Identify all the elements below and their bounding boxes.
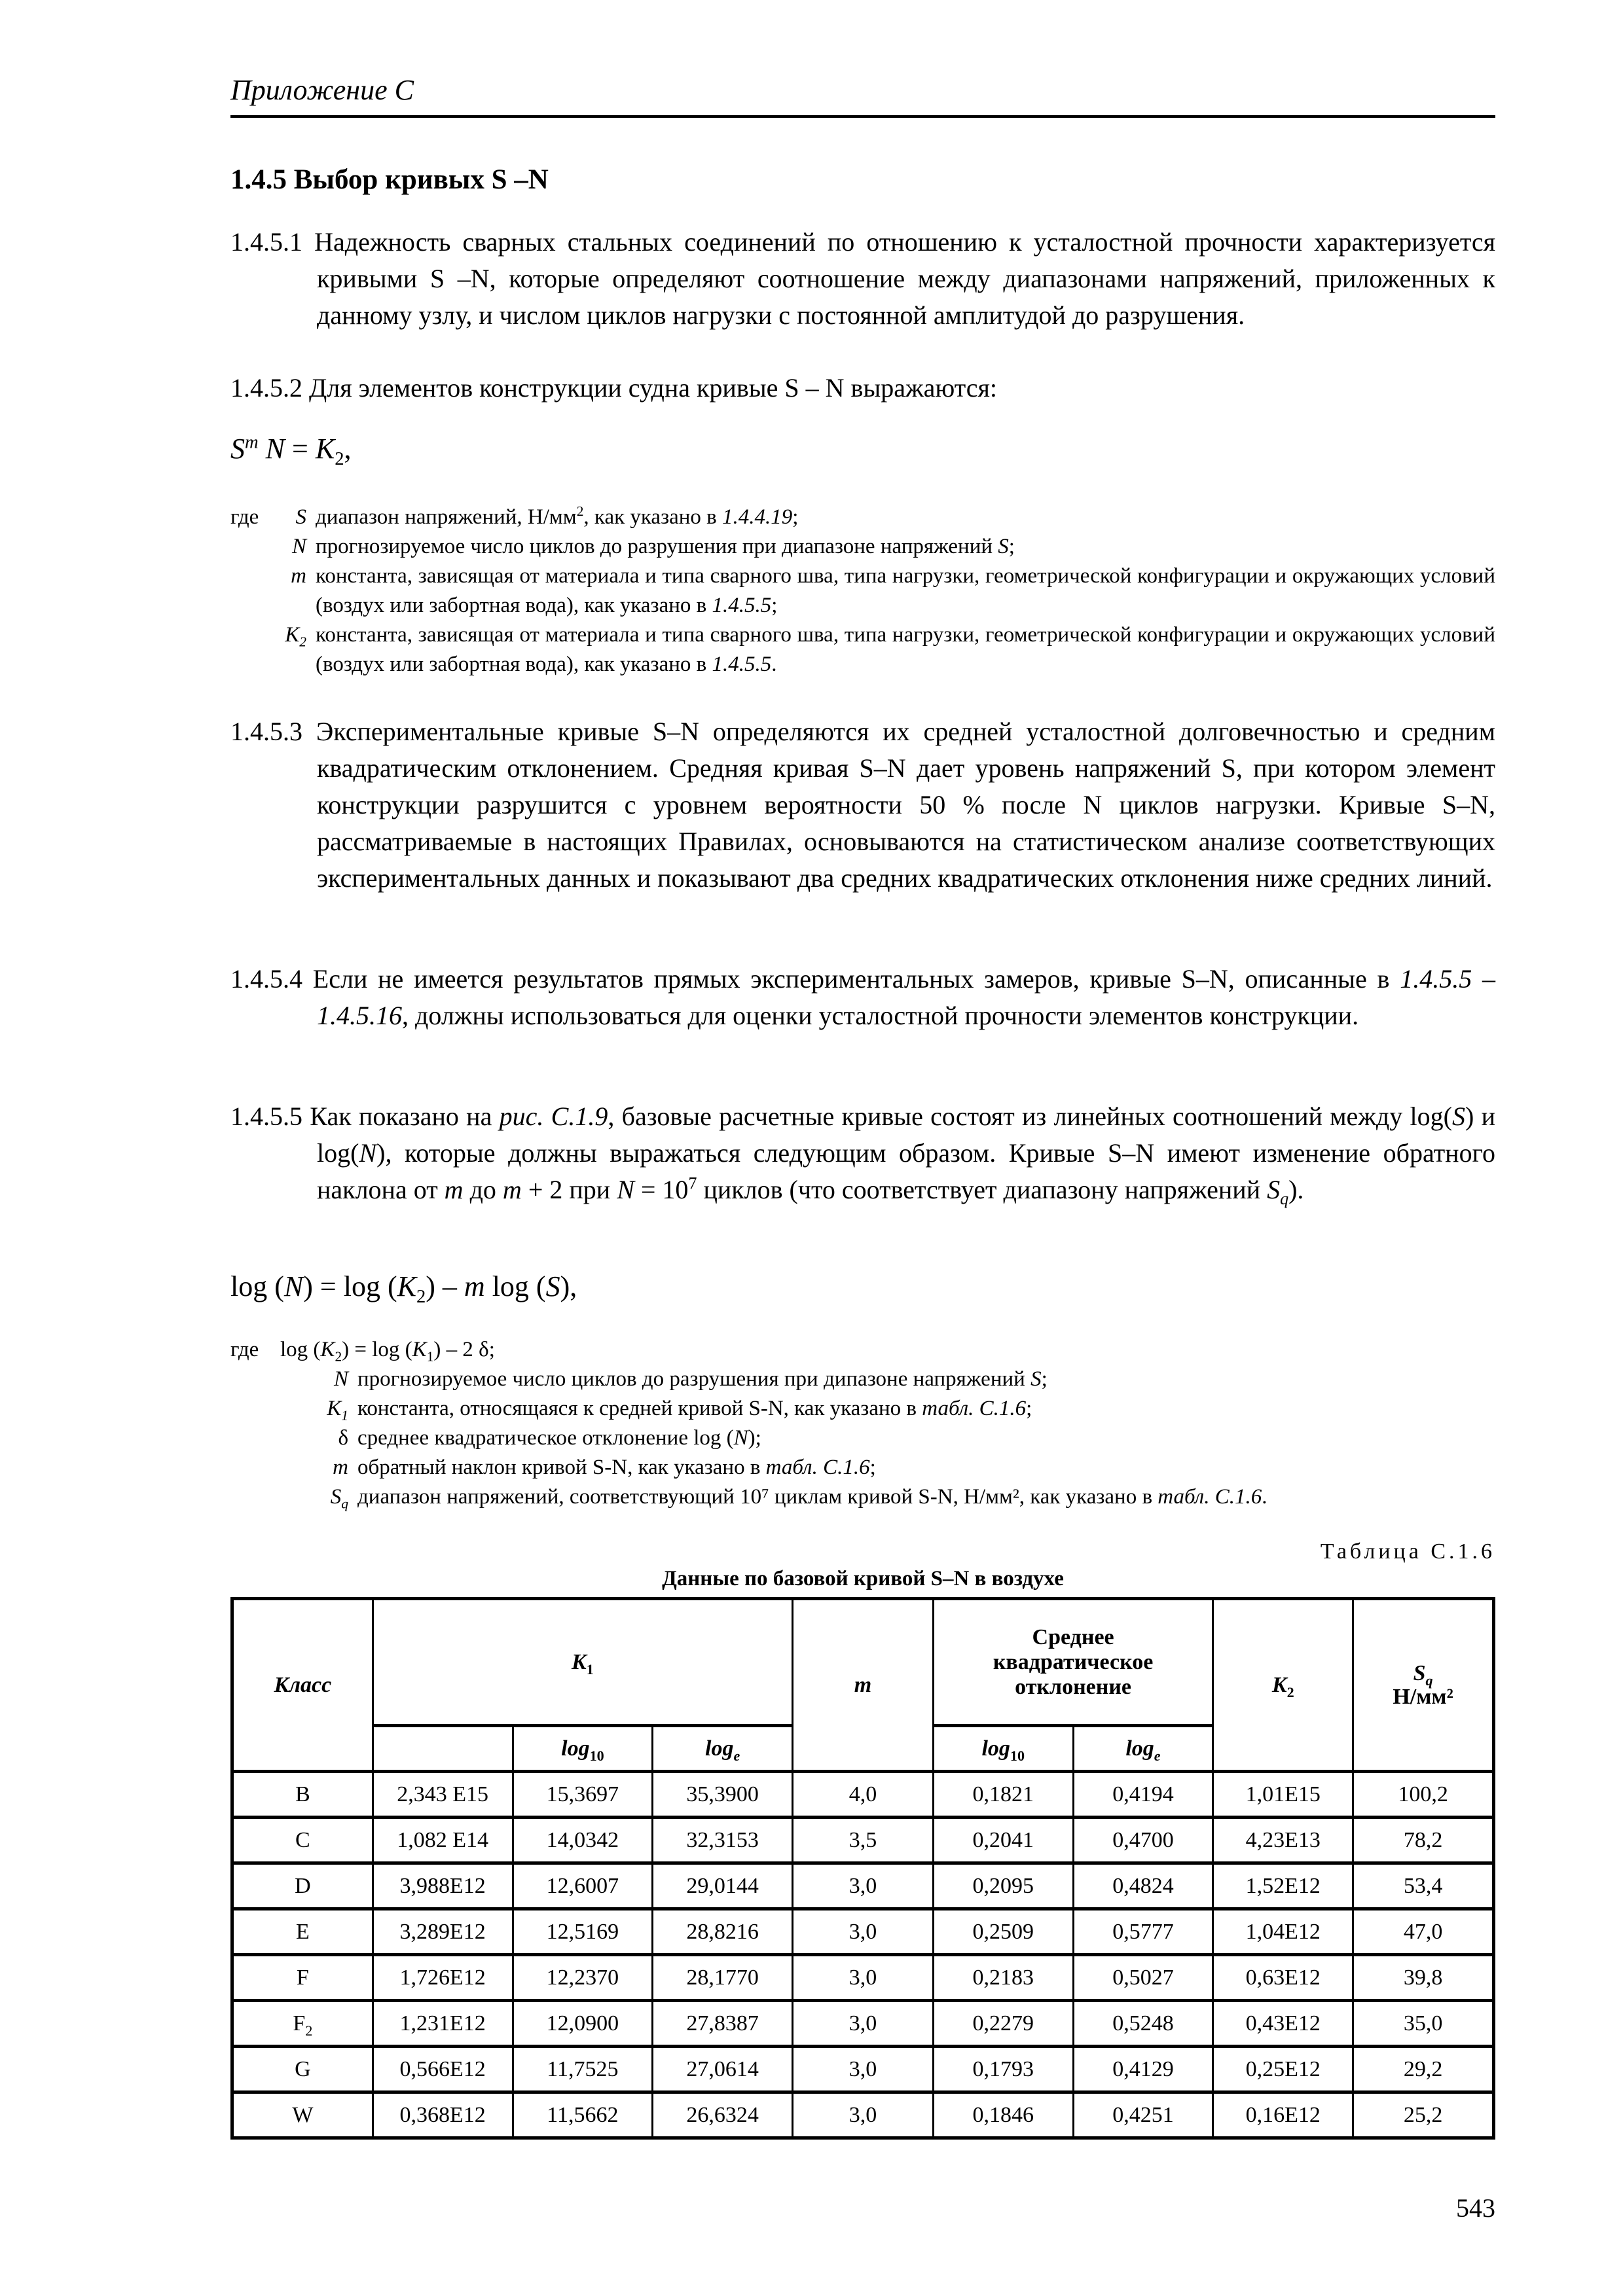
header-m: m [793,1599,934,1772]
cell-sd-log10: 0,2095 [933,1863,1073,1909]
cell-sd-loge: 0,5248 [1073,2001,1213,2047]
definition-symbol: $K_1$ [327,1397,348,1424]
formula-log-n: $\log (N) = \log (K_2) - m$ log (S), [230,1270,577,1307]
cell-k1-loge: 27,0614 [653,2047,793,2092]
header-sd-log10: $\log_{10}$ [933,1726,1073,1772]
header-sq: $S_q$ Н/мм² [1353,1599,1494,1772]
header-k1-loge: $\log_e$ [653,1726,793,1772]
running-head: Приложение С [230,74,414,106]
cell-k2: 0,63E12 [1213,1955,1353,2001]
cell-k2: 1,52E12 [1213,1863,1353,1909]
definition-symbol: $S_q$ [330,1485,348,1512]
cell-k1-log10: 14,0342 [513,1818,653,1863]
cell-k1-log10: 15,3697 [513,1772,653,1818]
sn-curve-table [230,1597,1495,2140]
table-row [232,1955,1494,2001]
paragraph-number: 1.4.5.2 [230,373,302,403]
cell-sq: 25,2 [1353,2092,1494,2138]
definition-item: δ среднее квадратическое отклонение log (N); [230,1424,1495,1453]
header-class: Класс [232,1599,373,1772]
cell-k1: 1,231E12 [373,2001,513,2047]
cell-sq: 78,2 [1353,1818,1494,1863]
header-k1-value [373,1726,513,1772]
cell-k1-log10: 12,6007 [513,1863,653,1909]
cell-k2: 4,23E13 [1213,1818,1353,1863]
definition-symbol: $K_2$ [285,623,306,650]
definition-item: m константа, зависящая от материала и типа сварного шва, типа нагрузки, геометрической конфигурации и окружающих условий (воздух или забортная вода), как указано в 1.4.5.5; [230,562,1495,620]
cell-m: 3,0 [793,2047,934,2092]
cell-k1-loge: 35,3900 [653,1772,793,1818]
definition-symbol: S [295,505,306,529]
paragraph-1-4-5-3 [230,713,1495,897]
definition-symbol: N [333,1367,348,1391]
definition-item: $K_1$ константа, относящаяся к средней кривой S-N, как указано в табл. С.1.6; [230,1394,1495,1424]
cell-k1-log10: 11,5662 [513,2092,653,2138]
cell-k1-loge: 29,0144 [653,1863,793,1909]
cell-k1: 0,566E12 [373,2047,513,2092]
cell-k1-log10: 12,2370 [513,1955,653,2001]
cell-k2: 0,25E12 [1213,2047,1353,2092]
definition-item: $K_2$ константа, зависящая от материала и типа сварного шва, типа нагрузки, геометрической конфигурации и окружающих условий (воздух или забортная вода), как указано в 1.4.5.5. [230,620,1495,679]
definition-item: $S_q$ диапазон напряжений, соответствующий 10⁷ циклам кривой S-N, Н/мм², как указано в табл. С.1.6. [230,1482,1495,1512]
delta-symbol: δ [338,1426,348,1450]
cell-sd-log10: 0,1821 [933,1772,1073,1818]
cell-m: 3,0 [793,1955,934,2001]
cell-class: E [232,1909,373,1955]
table-row [232,2001,1494,2047]
cell-sq: 53,4 [1353,1863,1494,1909]
table-label: Таблица С.1.6 [1320,1539,1495,1564]
cell-class: W [232,2092,373,2138]
cell-sd-log10: 0,2183 [933,1955,1073,2001]
cell-k1-log10: 12,0900 [513,2001,653,2047]
paragraph-1-4-5-1 [230,224,1495,334]
definitions-2 [230,1335,1495,1512]
cell-k1-log10: 12,5169 [513,1909,653,1955]
cell-m: 3,5 [793,1818,934,1863]
header-k1-log10: $\log_{10}$ [513,1726,653,1772]
cell-m: 4,0 [793,1772,934,1818]
paragraph-text: Надежность сварных стальных соединений по отношению к усталостной прочности характеризуется кривыми S –N, которые определяют соотношение между диапазонами напряжений, приложенных к данному узлу, и числом циклов нагрузки с постоянной амплитудой до разрушения. [314,227,1495,330]
cell-k1-loge: 27,8387 [653,2001,793,2047]
paragraph-number: 1.4.5.1 [230,227,302,257]
definitions-1 [230,503,1495,679]
cell-sd-loge: 0,4824 [1073,1863,1213,1909]
cell-m: 3,0 [793,2001,934,2047]
definition-item: m обратный наклон кривой S-N, как указано в табл. С.1.6; [230,1453,1495,1482]
cell-class: G [232,2047,373,2092]
cell-m: 3,0 [793,1863,934,1909]
cell-sq: 29,2 [1353,2047,1494,2092]
cell-sq: 35,0 [1353,2001,1494,2047]
cell-sq: 39,8 [1353,1955,1494,2001]
cell-sd-log10: 0,2279 [933,2001,1073,2047]
cell-sd-loge: 0,5027 [1073,1955,1213,2001]
paragraph-1-4-5-2 [230,370,1495,406]
paragraph-number: 1.4.5.3 [230,717,302,746]
cell-k2: 1,04E12 [1213,1909,1353,1955]
cell-m: 3,0 [793,2092,934,2138]
cell-class: $F_2$ [232,2001,373,2047]
cell-k1-loge: 28,1770 [653,1955,793,2001]
paragraph-number: 1.4.5.4 [230,964,302,994]
table-row [232,1909,1494,1955]
cell-k2: 0,43E12 [1213,2001,1353,2047]
header-sd-loge: $\log_e$ [1073,1726,1213,1772]
header-k2: $K_2$ [1213,1599,1353,1772]
table-row [232,2092,1494,2138]
cell-k1: 1,082 E14 [373,1818,513,1863]
cell-sd-loge: 0,4194 [1073,1772,1213,1818]
cell-sd-loge: 0,4700 [1073,1818,1213,1863]
definition-symbol: m [291,564,306,588]
definition-item: N прогнозируемое число циклов до разрушения при дипазоне напряжений S; [230,1365,1495,1394]
section-title: 1.4.5 Выбор кривых S –N [230,164,549,195]
cell-k1: 3,289E12 [373,1909,513,1955]
cell-sd-loge: 0,5777 [1073,1909,1213,1955]
paragraph-1-4-5-5: 1.4.5.5 Как показано на рис. С.1.9, базовые расчетные кривые состоят из линейных соотношений между log(S) и log(N), которые должны выражаться следующим образом. Кривые S–N имеют изменение обратного наклона от m до m + 2 при $N = 10^7$ циклов (что соответствует диапазону напряжений $S_q$). [230,1102,1496,1208]
table-row [232,1818,1494,1863]
page-number: 543 [1456,2193,1495,2223]
table-row [232,2047,1494,2092]
cell-k1-log10: 11,7525 [513,2047,653,2092]
definition-item: где S диапазон напряжений, $Н/мм^2$, как указано в 1.4.4.19; [230,503,1495,532]
cell-k1: 0,368E12 [373,2092,513,2138]
cell-k1: 2,343 E15 [373,1772,513,1818]
cell-sd-log10: 0,2041 [933,1818,1073,1863]
cell-k2: 1,01E15 [1213,1772,1353,1818]
cell-m: 3,0 [793,1909,934,1955]
cell-k1-loge: 28,8216 [653,1909,793,1955]
cell-sd-loge: 0,4129 [1073,2047,1213,2092]
cell-sd-log10: 0,1793 [933,2047,1073,2092]
cell-class: C [232,1818,373,1863]
cell-k1-loge: 26,6324 [653,2092,793,2138]
cell-sq: 47,0 [1353,1909,1494,1955]
table-row [232,1863,1494,1909]
definition-symbol: m [333,1456,348,1479]
paragraph-number: 1.4.5.5 [230,1102,302,1131]
definition-equation: где $\log (K_2) = \log (K_1) - 2$ δ; [230,1338,495,1365]
definition-symbol: N [291,535,306,558]
cell-k2: 0,16E12 [1213,2092,1353,2138]
cross-reference: 1.4.5.5 – 1.4.5.16 [317,964,1496,1030]
header-stdev: Среднее квадратическое отклонение [933,1599,1213,1726]
cell-sd-log10: 0,1846 [933,2092,1073,2138]
cell-class: F [232,1955,373,2001]
cell-k1: 1,726E12 [373,1955,513,2001]
table-caption: Данные по базовой кривой S–N в воздухе [662,1567,1064,1590]
table-row [232,1772,1494,1818]
cell-class: B [232,1772,373,1818]
formula-smn-k2: $S^m$ $N = K_2$, [230,432,352,469]
cell-k1-loge: 32,3153 [653,1818,793,1863]
header-k1: $K_1$ [373,1599,792,1726]
cell-sd-loge: 0,4251 [1073,2092,1213,2138]
paragraph-text: Экспериментальные кривые S–N определяются их средней усталостной долговечностью и средним квадратическим отклонением. Средняя кривая S–N дает уровень напряжений S, при котором элемент конструкции разрушится с уровнем вероятности 50 % после N циклов нагрузки. Кривые S–N, рассматриваемые в настоящих Правилах, основываются на статистическом анализе соответствующих экспериментальных данных и показывают два средних квадратических отклонения ниже средних линий. [316,717,1496,893]
cell-class: D [232,1863,373,1909]
cell-sd-log10: 0,2509 [933,1909,1073,1955]
figure-reference: рис. С.1.9 [499,1102,608,1131]
header-rule [230,115,1495,118]
paragraph-text: Для элементов конструкции судна кривые S – N выражаются: [309,373,997,403]
definition-item: N прогнозируемое число циклов до разрушения при диапазоне напряжений S; [230,532,1495,562]
cell-k1: 3,988E12 [373,1863,513,1909]
cell-sq: 100,2 [1353,1772,1494,1818]
paragraph-1-4-5-4: 1.4.5.4 Если не имеется результатов прямых экспериментальных замеров, кривые S–N, описанные в 1.4.5.5 – 1.4.5.16, должны использоваться для оценки усталостной прочности элементов конструкции. [230,964,1496,1030]
